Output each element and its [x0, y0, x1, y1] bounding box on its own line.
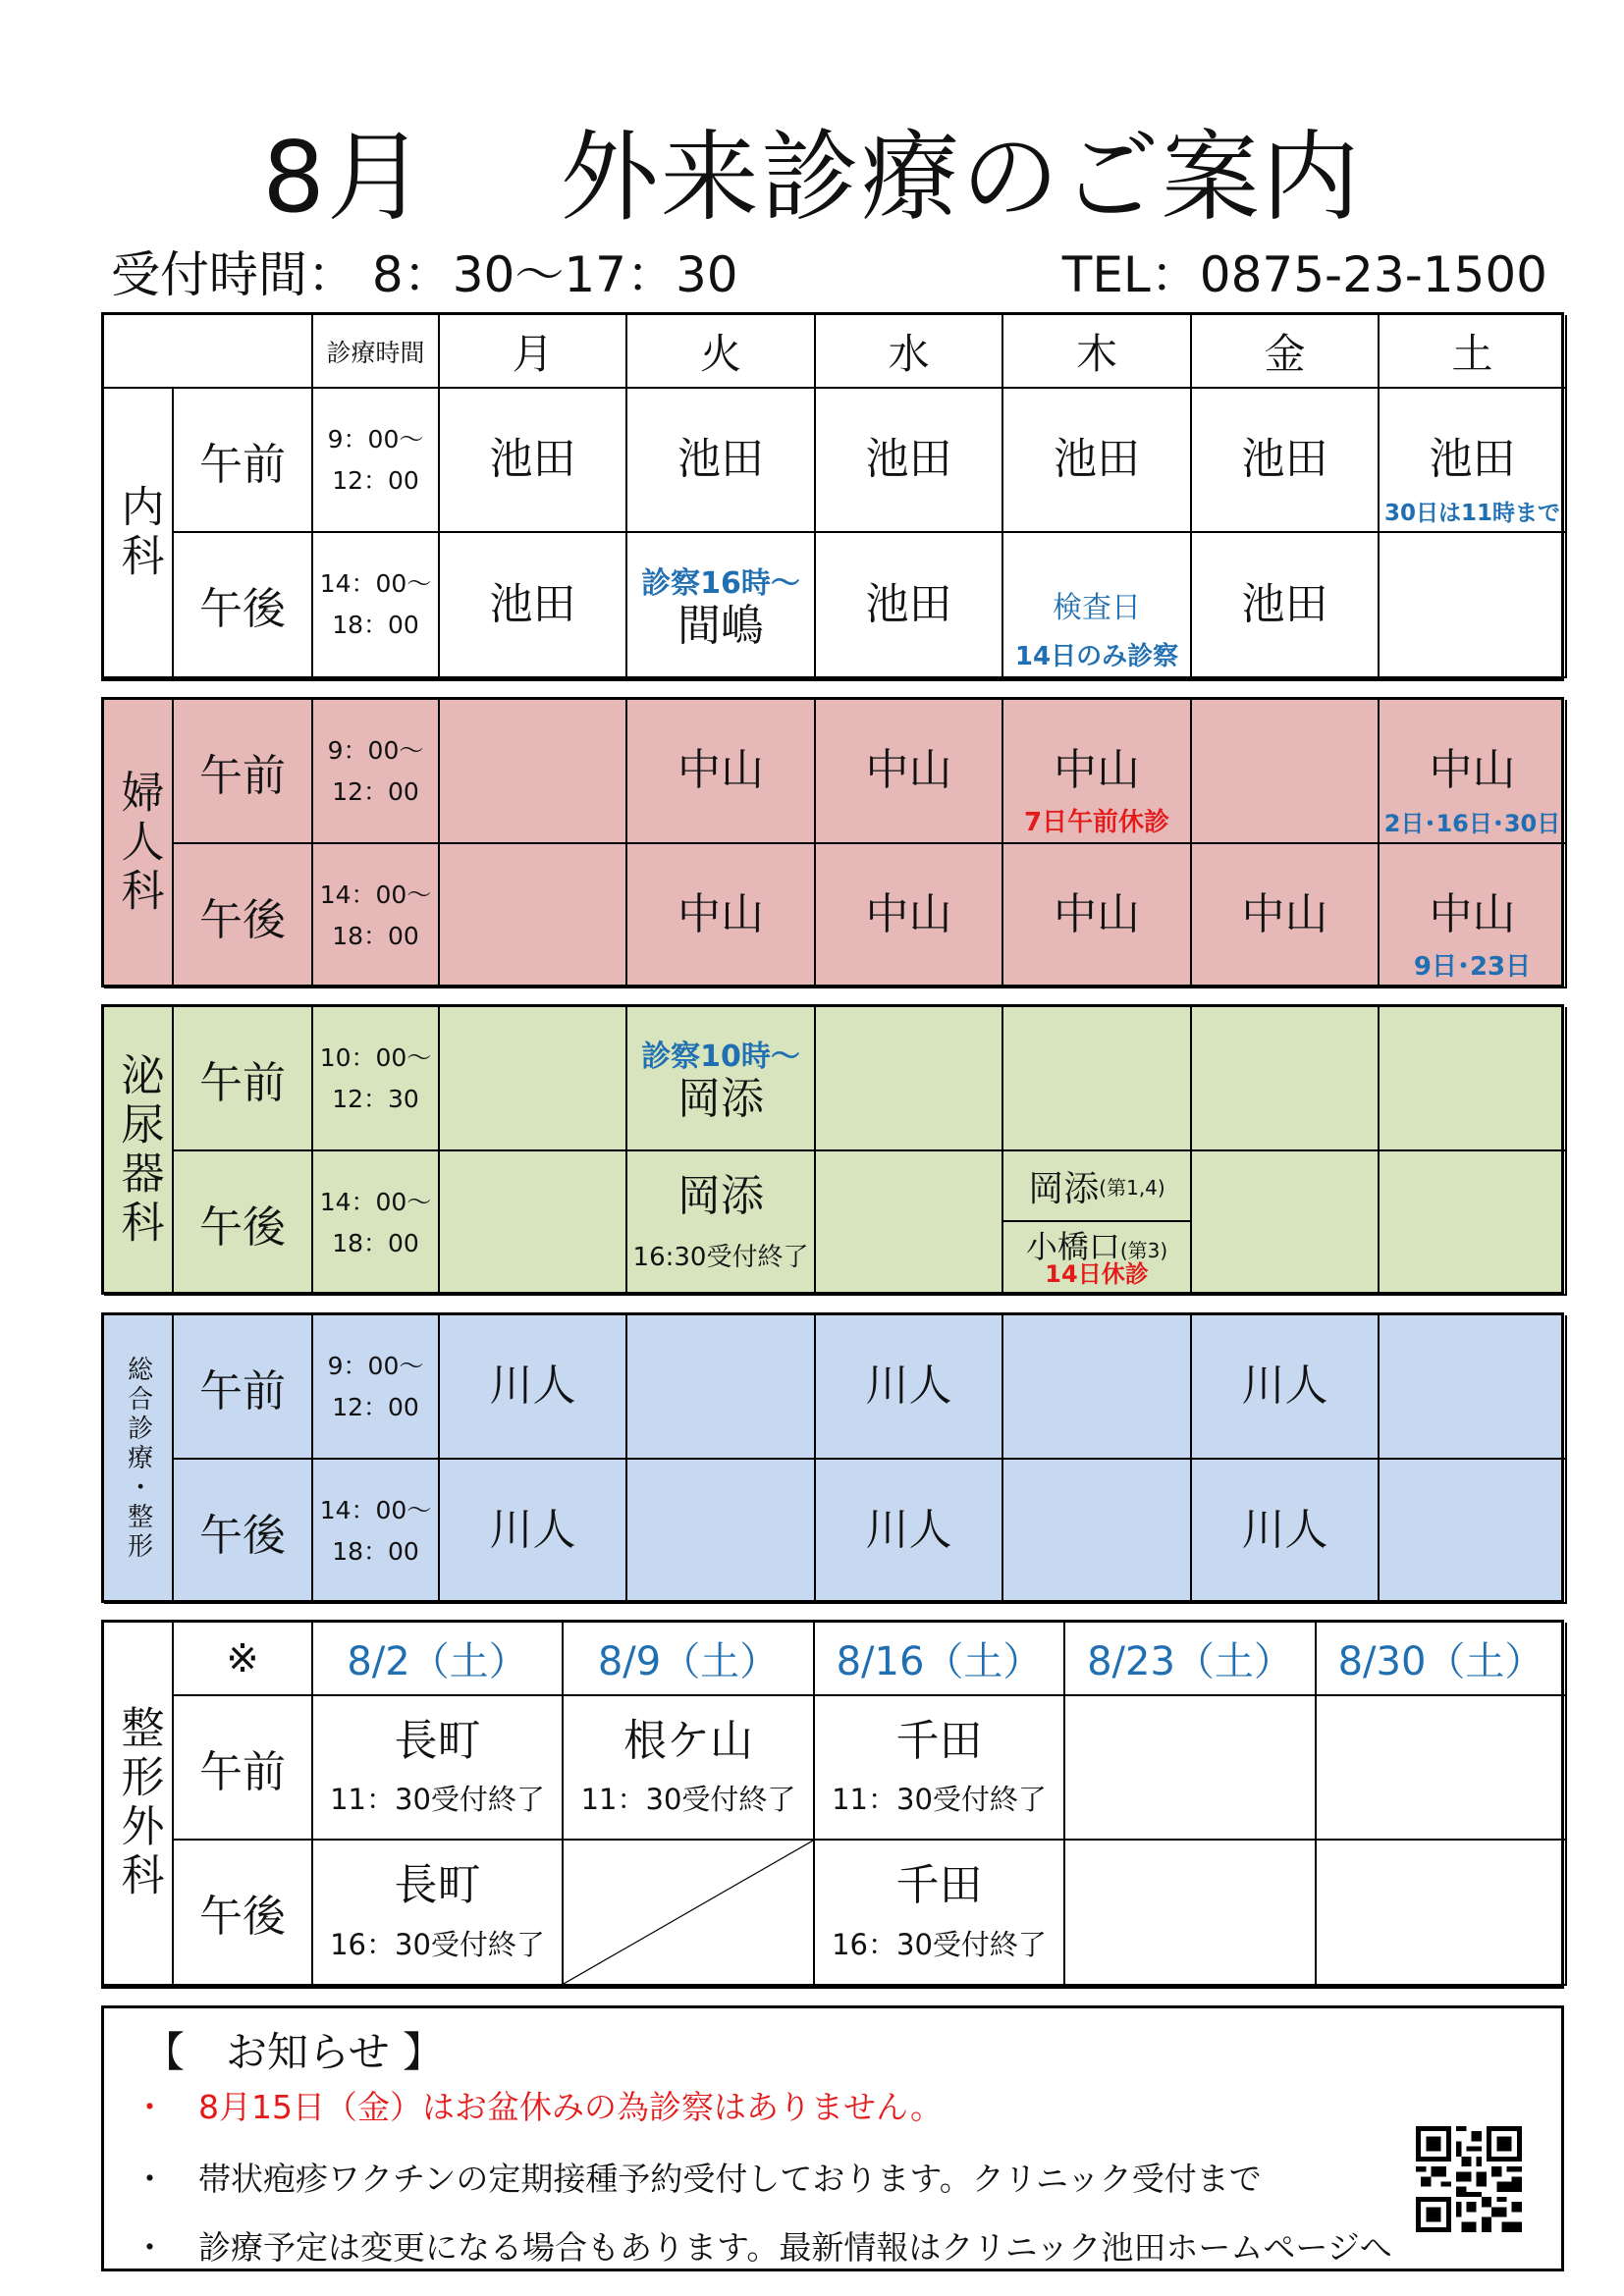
pm-label: 午後: [174, 533, 313, 678]
doctor-cell: 中山: [627, 844, 816, 988]
schedule-note: 30日は11時まで: [1383, 501, 1560, 526]
empty-cell: [1065, 1696, 1317, 1841]
doctor-name: 中山: [1429, 745, 1516, 796]
doctor-name: 長町: [394, 1860, 481, 1911]
doctor-name: 岡添: [677, 1170, 764, 1221]
doctor-cell: [815, 1841, 1065, 1986]
internal-medicine-section: [101, 312, 1564, 681]
doctor-cell: 中山: [1003, 844, 1192, 988]
empty-cell: [1192, 1151, 1380, 1296]
empty-cell: [1317, 1841, 1567, 1986]
day-mon: 月: [440, 315, 627, 389]
am-label: 午前: [174, 1315, 313, 1460]
doctor-cell: [1003, 533, 1192, 678]
schedule-note: 2日･16日･30日: [1383, 810, 1561, 837]
schedule-note: 14日のみ診察: [1014, 642, 1179, 671]
doctor-cell: 川人: [1192, 1315, 1380, 1460]
date-header: 8/23（土）: [1065, 1623, 1317, 1696]
dept-orthopedic: 整形外科: [104, 1623, 174, 1986]
doctor-cell: 川人: [1192, 1460, 1380, 1604]
pm-time: 14：00～ 18：00: [313, 844, 440, 988]
am-label: 午前: [174, 1696, 313, 1841]
day-wed: 水: [816, 315, 1003, 389]
doctor-cell: 池田: [440, 533, 627, 678]
doctor-cell: [1003, 1151, 1192, 1296]
doctor-split-top: [1003, 1151, 1190, 1222]
doctor-name: 根ケ山: [623, 1715, 753, 1766]
reception-hours: 受付時間： 8：30～17：30: [111, 246, 738, 303]
empty-cell: [816, 1151, 1003, 1296]
am-time: 9：00～ 12：00: [313, 1315, 440, 1460]
empty-cell: [440, 1007, 627, 1151]
date-header: 8/2（土）: [313, 1623, 564, 1696]
day-tue: 火: [627, 315, 816, 389]
empty-cell: [627, 1315, 816, 1460]
pm-time: 14：00～ 18：00: [313, 1151, 440, 1296]
doctor-cell: 川人: [816, 1315, 1003, 1460]
schedule-note: 9日･23日: [1413, 952, 1532, 982]
doctor-cell: [627, 533, 816, 678]
doctor-name: 岡添: [677, 1074, 764, 1125]
reception-end-note: 16:30受付終了: [632, 1243, 809, 1273]
doctor-name: 中山: [1429, 889, 1516, 940]
am-label: 午前: [174, 389, 313, 533]
phone-number: TEL：0875-23-1500: [1061, 246, 1547, 303]
empty-cell: [1317, 1696, 1567, 1841]
doctor-cell: 池田: [1003, 389, 1192, 533]
doctor-cell: [1003, 700, 1192, 844]
doctor-cell: 中山: [1192, 844, 1380, 988]
pm-label: 午後: [174, 1460, 313, 1604]
day-fri: 金: [1192, 315, 1380, 389]
day-sat: 土: [1380, 315, 1567, 389]
empty-cell: [1003, 1315, 1192, 1460]
empty-cell: [1380, 533, 1567, 678]
notice-item: ・ 8月15日（金）はお盆休みの為診察はありません。: [134, 2088, 943, 2126]
day-thu: 木: [1003, 315, 1192, 389]
doctor-name: 千田: [895, 1715, 983, 1766]
doctor-name: 岡添: [1028, 1168, 1100, 1209]
empty-cell: [1003, 1460, 1192, 1604]
empty-cell: [1065, 1841, 1317, 1986]
dept-urology: 泌尿器科: [104, 1007, 174, 1296]
notice-box: [101, 2005, 1564, 2271]
doctor-name: 長町: [394, 1715, 481, 1766]
am-time: 10：00～ 12：30: [313, 1007, 440, 1151]
doctor-cell: 川人: [816, 1460, 1003, 1604]
doctor-cell: 池田: [1192, 389, 1380, 533]
dept-internal: 内科: [104, 389, 174, 678]
doctor-cell: [627, 1151, 816, 1296]
doctor-cell: 川人: [440, 1460, 627, 1604]
doctor-cell: 中山: [816, 700, 1003, 844]
empty-cell: [1380, 1315, 1567, 1460]
doctor-name: 小橋口: [1025, 1227, 1120, 1265]
doctor-cell: [1380, 700, 1567, 844]
general-medicine-section: [101, 1312, 1564, 1603]
time-header: 診療時間: [313, 315, 440, 389]
notice-item: ・ 診療予定は変更になる場合もあります。最新情報はクリニック池田ホームページへ: [134, 2228, 1392, 2267]
doctor-cell: 池田: [627, 389, 816, 533]
reception-end-note: 11：30受付終了: [330, 1783, 545, 1817]
doctor-cell: 池田: [1192, 533, 1380, 678]
diagonal-line-icon: [564, 1841, 813, 1984]
doctor-name: 中山: [1054, 745, 1140, 796]
doctor-cell: 中山: [627, 700, 816, 844]
qr-code-icon[interactable]: [1416, 2126, 1522, 2232]
header-blank: [104, 315, 313, 389]
empty-cell: [1380, 1151, 1567, 1296]
doctor-split-bottom: [1003, 1222, 1190, 1294]
date-header: 8/16（土）: [815, 1623, 1065, 1696]
notice-title: 【 お知らせ 】: [143, 2028, 445, 2076]
doctor-cell: 池田: [440, 389, 627, 533]
empty-cell: [1380, 1460, 1567, 1604]
empty-cell: [440, 1151, 627, 1296]
doctor-cell: [1380, 389, 1567, 533]
doctor-cell: 池田: [816, 533, 1003, 678]
reception-end-note: 11：30受付終了: [580, 1783, 796, 1817]
pm-label: 午後: [174, 844, 313, 988]
closure-note: 14日休診: [1045, 1259, 1149, 1288]
reception-end-note: 16：30受付終了: [330, 1927, 545, 1961]
week-note: (第1,4): [1099, 1175, 1165, 1200]
schedule-note: 診察16時～: [641, 565, 800, 601]
doctor-name: 千田: [895, 1860, 983, 1911]
page-title: 8月 外来診療のご案内: [262, 120, 1362, 235]
pm-time: 14：00～ 18：00: [313, 533, 440, 678]
pm-label: 午後: [174, 1151, 313, 1296]
closure-note: 7日午前休診: [1023, 808, 1170, 837]
urology-section: [101, 1004, 1564, 1295]
doctor-cell: [627, 1007, 816, 1151]
doctor-cell: 川人: [440, 1315, 627, 1460]
doctor-name: 池田: [1429, 434, 1516, 485]
date-header: 8/9（土）: [564, 1623, 815, 1696]
notice-item: ・ 帯状疱疹ワクチンの定期接種予約受付しております。クリニック受付まで: [134, 2160, 1262, 2198]
doctor-cell: [815, 1696, 1065, 1841]
reception-end-note: 11：30受付終了: [832, 1783, 1047, 1817]
empty-cell: [1380, 1007, 1567, 1151]
am-label: 午前: [174, 1007, 313, 1151]
doctor-name: 間嶋: [677, 600, 764, 651]
empty-cell: [440, 844, 627, 988]
doctor-cell: [564, 1696, 815, 1841]
dept-gynecology: 婦人科: [104, 700, 174, 988]
doctor-cell: [313, 1841, 564, 1986]
week-note: (第3): [1119, 1238, 1168, 1262]
empty-cell: [816, 1007, 1003, 1151]
doctor-cell: [1380, 844, 1567, 988]
am-label: 午前: [174, 700, 313, 844]
crossed-out-cell: [564, 1841, 815, 1986]
reference-mark: ※: [174, 1623, 313, 1696]
reception-end-note: 16：30受付終了: [832, 1927, 1047, 1961]
am-time: 9：00～ 12：00: [313, 700, 440, 844]
doctor-cell: 池田: [816, 389, 1003, 533]
orthopedic-section: [101, 1620, 1564, 1989]
empty-cell: [1192, 700, 1380, 844]
exam-day-label: 検査日: [1053, 591, 1141, 625]
gynecology-section: [101, 697, 1564, 988]
am-time: 9：00～ 12：00: [313, 389, 440, 533]
date-header: 8/30（土）: [1317, 1623, 1567, 1696]
empty-cell: [1003, 1007, 1192, 1151]
doctor-cell: 中山: [816, 844, 1003, 988]
empty-cell: [440, 700, 627, 844]
empty-cell: [1192, 1007, 1380, 1151]
dept-general: 総合診療・整形: [104, 1315, 174, 1604]
doctor-cell: [313, 1696, 564, 1841]
schedule-note: 診察10時～: [641, 1040, 800, 1075]
empty-cell: [627, 1460, 816, 1604]
pm-label: 午後: [174, 1841, 313, 1986]
pm-time: 14：00～ 18：00: [313, 1460, 440, 1604]
